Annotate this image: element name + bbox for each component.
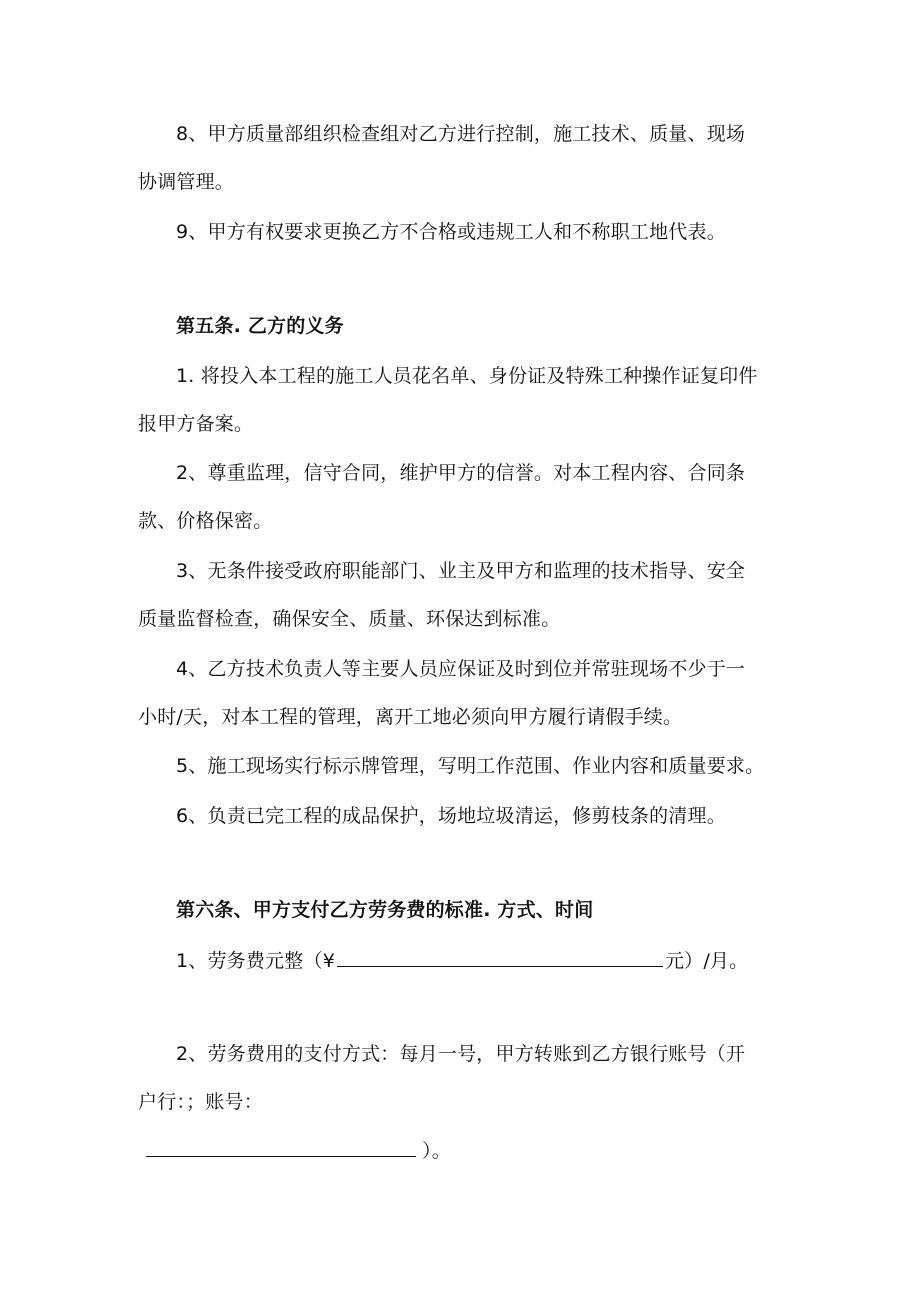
fee-amount-prefix: 1、劳务费元整（¥ <box>176 950 335 972</box>
bank-account-blank[interactable] <box>146 1136 416 1157</box>
article-5-item-4-line-1: 4、乙方技术负责人等主要人员应保证及时到位并常驻现场不少于一 <box>176 658 746 680</box>
article-5-title: 第五条. 乙方的义务 <box>176 315 344 337</box>
article-5-item-3-line-1: 3、无条件接受政府职能部门、业主及甲方和监理的技术指导、安全 <box>176 560 746 582</box>
article-5-item-4-line-2: 小时/天，对本工程的管理，离开工地必须向甲方履行请假手续。 <box>138 706 683 728</box>
bank-account-suffix: ）。 <box>422 1140 451 1162</box>
article-6-item-2-line-1: 2、劳务费用的支付方式：每月一号，甲方转账到乙方银行账号（开 <box>176 1043 746 1065</box>
article-6-item-2-line-3 <box>146 1136 451 1165</box>
article-5-item-1-line-2: 报甲方备案。 <box>138 413 254 435</box>
fee-amount-blank[interactable] <box>337 946 663 967</box>
article-5-item-3-line-2: 质量监督检查，确保安全、质量、环保达到标准。 <box>138 608 561 630</box>
article-5-item-2-line-1: 2、尊重监理，信守合同，维护甲方的信誉。对本工程内容、合同条 <box>176 462 746 484</box>
article-6-item-2-line-2: 户行：；账号： <box>138 1091 263 1113</box>
article-6-title: 第六条、甲方支付乙方劳务费的标准. 方式、时间 <box>176 899 594 921</box>
article-5-item-2-line-2: 款、价格保密。 <box>138 510 273 532</box>
article-5-item-5: 5、施工现场实行标示牌管理，写明工作范围、作业内容和质量要求。 <box>176 755 765 777</box>
fee-amount-suffix: 元）/月。 <box>664 950 749 972</box>
clause-8-line-2: 协调管理。 <box>138 171 235 193</box>
clause-8-line-1: 8、甲方质量部组织检查组对乙方进行控制，施工技术、质量、现场 <box>176 123 746 145</box>
clause-9: 9、甲方有权要求更换乙方不合格或违规工人和不称职工地代表。 <box>176 221 726 243</box>
article-6-item-1 <box>176 946 748 975</box>
article-5-item-6: 6、负责已完工程的成品保护，场地垃圾清运，修剪枝条的清理。 <box>176 805 726 827</box>
article-5-item-1-line-1: 1. 将投入本工程的施工人员花名单、身份证及特殊工种操作证复印件 <box>176 365 758 387</box>
